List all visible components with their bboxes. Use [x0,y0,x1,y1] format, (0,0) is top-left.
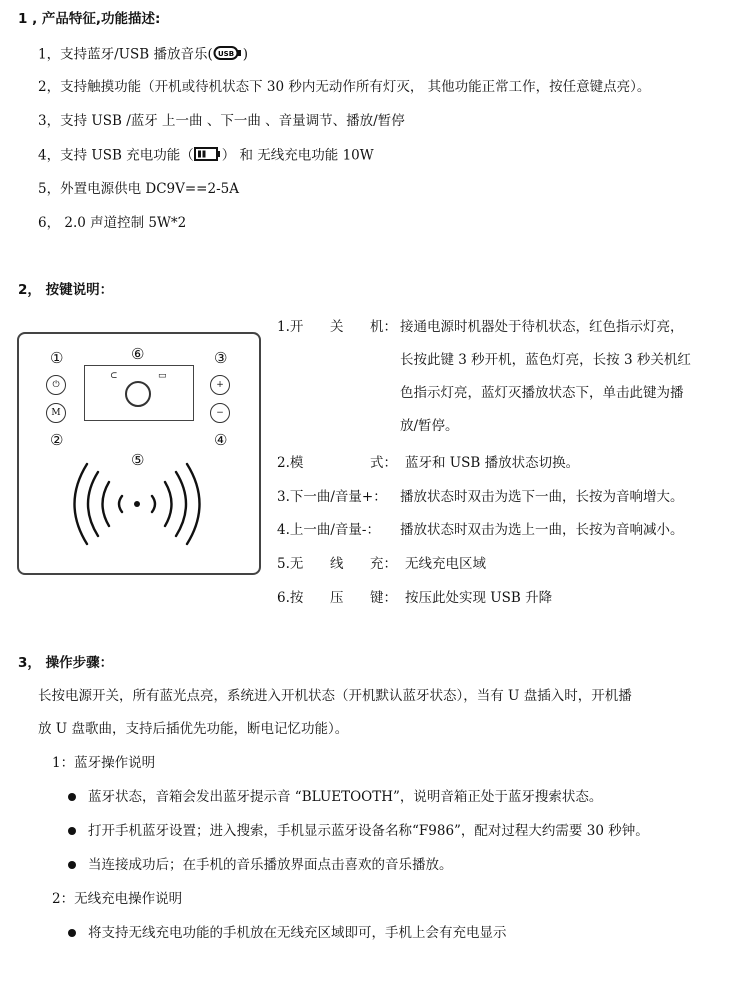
number-1: ① [50,349,64,367]
key-3-desc: 播放状态时双击为选下一曲，长按为音响增大。 [400,489,684,505]
usb-icon [213,45,243,65]
feature-6: 6， 2.0 声道控制 5W*2 [38,215,187,231]
feature-1-text: 1，支持蓝牙/USB 播放音乐( [38,46,213,63]
sub2-title: 2：无线充电操作说明 [52,891,183,907]
mode-button-icon[interactable]: M [46,403,66,423]
feature-5: 5，外置电源供电 DC9V==2-5A [38,181,239,197]
key-2-desc: 蓝牙和 USB 播放状态切换。 [405,455,580,471]
wireless-charge-icon [70,460,204,548]
bullet-icon [68,793,76,801]
feature-2: 2，支持触摸功能（开机或待机状态下 30 秒内无动作所有灯灭， 其他功能正常工作，按任意键点亮）。 [38,79,651,95]
key-5-desc: 无线充电区域 [405,556,486,572]
key-3-label: 3.下一曲/音量+： [277,489,387,505]
section1-heading: 1 , 产品特征,功能描述: [18,11,161,27]
feature-3: 3，支持 USB /蓝牙 上一曲 、下一曲 、音量调节、播放/暂停 [38,113,405,129]
feature-1: 1，支持蓝牙/USB 播放音乐( USB ) [38,45,248,65]
bullet-icon [68,827,76,835]
key-1-desc-4: 放/暂停。 [400,418,459,434]
usb-mini-icon: ⊂ [110,371,118,381]
key-4-label: 4.上一曲/音量-： [277,522,380,538]
key-1-desc-2: 长按此键 3 秒开机，蓝色灯亮，长按 3 秒关机红 [400,352,691,368]
prev-volume-down-button-icon[interactable]: − [210,403,230,423]
battery-mini-icon: ▭ [158,371,167,381]
section3-heading: 3， 操作步骤： [18,655,114,671]
key-2-label-a: 2.模 [277,455,304,471]
key-5-label-c: 充： [370,556,397,572]
sub1-bullet-2: 打开手机蓝牙设置；进入搜索，手机显示蓝牙设备名称“F986”，配对过程大约需要 30 秒钟。 [88,823,649,839]
power-button-icon[interactable]: ⏻ [46,375,66,395]
number-2: ② [50,431,64,449]
number-4: ④ [214,431,228,449]
number-6: ⑥ [131,345,145,363]
key-6-desc: 按压此处实现 USB 升降 [405,590,553,606]
sub1-bullet-3: 当连接成功后；在手机的音乐播放界面点击喜欢的音乐播放。 [88,857,453,873]
number-5: ⑤ [131,451,145,469]
bullet-icon [68,929,76,937]
number-3: ③ [214,349,228,367]
section2-heading: 2， 按键说明： [18,282,114,298]
key-1-desc-3: 色指示灯亮，蓝灯灭播放状态下，单击此键为播 [400,385,684,401]
sub1-bullet-1: 蓝牙状态，音箱会发出蓝牙提示音 “BLUETOOTH”，说明音箱正处于蓝牙搜索状态。 [88,789,603,805]
next-volume-up-button-icon[interactable]: + [210,375,230,395]
push-key-icon[interactable] [125,381,151,407]
key-6-label-b: 压 [330,590,344,606]
sub2-bullet-1: 将支持无线充电功能的手机放在无线充区域即可，手机上会有充电显示 [88,925,507,941]
key-1-label-c: 机： [370,319,397,335]
intro-line-2: 放 U 盘歌曲，支持后插优先功能，断电记忆功能）。 [38,721,349,737]
key-6-label-c: 键： [370,590,397,606]
battery-icon [194,147,222,165]
svg-text:USB: USB [217,50,234,58]
key-1-label-b: 关 [330,319,344,335]
key-4-desc: 播放状态时双击为选上一曲，长按为音响减小。 [400,522,684,538]
sub1-title: 1：蓝牙操作说明 [52,755,156,771]
key-1-desc-1: 接通电源时机器处于待机状态，红色指示灯亮， [400,319,684,335]
key-6-label-a: 6.按 [277,590,304,606]
feature-4: 4，支持 USB 充电功能（ ） 和 无线充电功能 10W [38,147,374,164]
key-2-label-b: 式： [370,455,397,471]
bullet-icon [68,861,76,869]
intro-line-1: 长按电源开关，所有蓝光点亮，系统进入开机状态（开机默认蓝牙状态），当有 U 盘插入时，开机播 [38,688,632,704]
key-5-label-a: 5.无 [277,556,304,572]
key-5-label-b: 线 [330,556,344,572]
key-1-label-a: 1.开 [277,319,304,335]
